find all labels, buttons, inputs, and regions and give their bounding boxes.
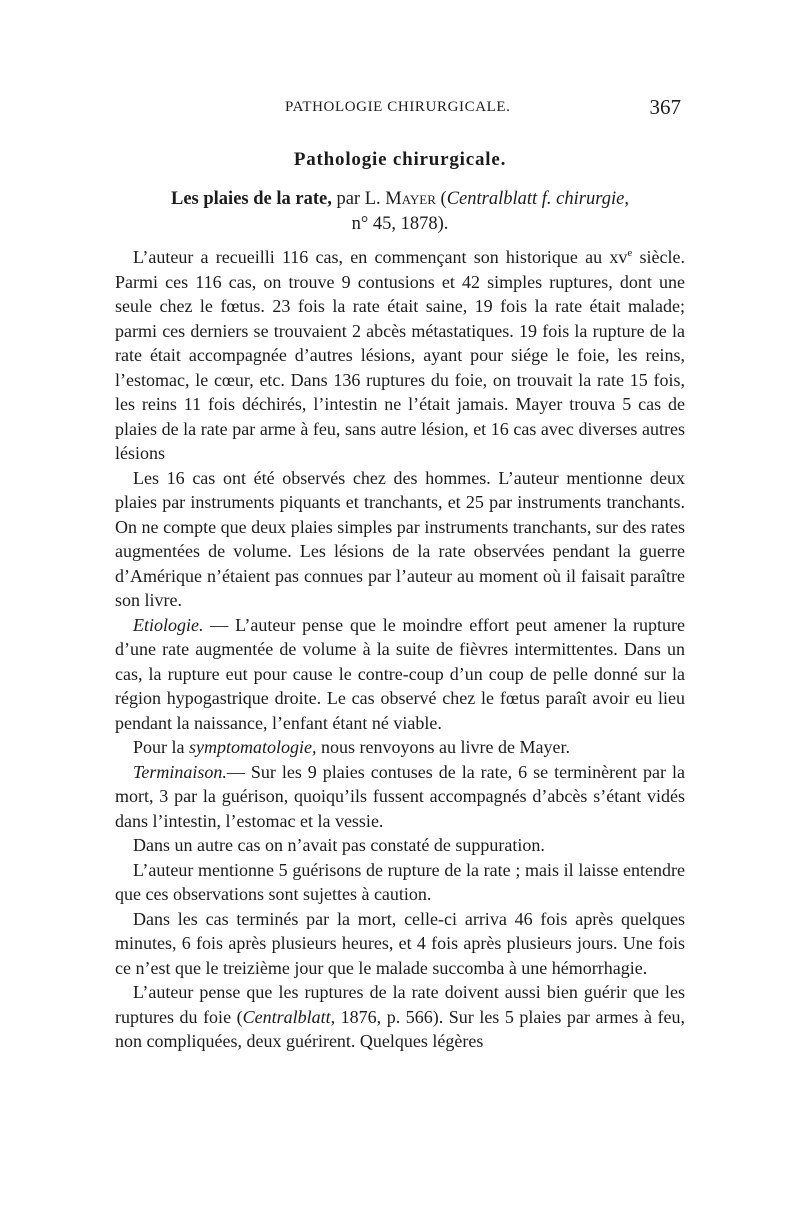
paragraph-text: Pour la xyxy=(133,737,189,757)
paragraph-text: — Sur les 9 plaies contuses de la rate, 6 se terminèrent par la mort, 3 par la guérison, quoiqu’ils fussent accompagnés d’abcès s’étant vidés dans l’intestin, l’estomac et la vessie. xyxy=(115,761,685,831)
paragraph-label: Etiologie. xyxy=(133,614,204,635)
paragraph-symptomatologie xyxy=(115,735,685,760)
book-page xyxy=(115,95,685,1054)
paragraph-etiologie xyxy=(115,613,685,736)
paragraph-historique xyxy=(115,245,685,466)
paragraph-italic: symptomatologie, xyxy=(189,737,317,757)
section-heading: Pathologie chirurgicale. xyxy=(293,149,507,170)
article-title: Les plaies de la rate, xyxy=(171,189,332,209)
paragraph-italic: Centralblatt, xyxy=(242,1006,336,1027)
paragraph-ruptures xyxy=(115,980,685,1054)
paragraph-text: L’auteur pense que les ruptures de la rate doivent aussi bien guérir que les ruptures du foie ( xyxy=(115,982,685,1027)
paragraph-text: L’auteur a recueilli 116 cas, en commençant son historique au xv xyxy=(133,247,628,267)
paragraph-text: siècle. Parmi ces 116 cas, on trouve 9 contusions et 42 simples ruptures, dont une seule chez le fœtus. 23 fois la rate était saine, 19 fois la rate était malade; parmi ces derniers se trouvaient 2 abcès métastatiques. 19 fois la rupture de la rate était accompagnée d’autres lésions, ayant pour siége le foie, les reins, l’estomac, le cœur, etc. Dans 136 ruptures du foie, on trouvait la rate 15 fois, les reins 11 fois déchirés, l’intestin ne l’était jamais. Mayer trouva 5 cas de plaies de la rate par arme à feu, sans autre lésion, et 16 cas avec diverses autres lésions xyxy=(115,247,685,463)
paragraph-text: — L’auteur pense que le moindre effort peut amener la rupture d’une rate augmentée de volume à la suite de fièvres intermittentes. Dans un cas, la rupture eut pour cause le contre-coup d’un coup de pelle donné sur la région hypogastrique droite. Le cas observé chez le fœtus paraît avoir eu lieu pendant la naissance, l’enfant étant né viable. xyxy=(115,614,685,733)
paragraph-terminaison xyxy=(115,760,685,834)
page-number: 367 xyxy=(649,95,681,119)
paragraph-cas: Les 16 cas ont été observés chez des hommes. L’auteur mentionne deux plaies par instruments piquants et tranchants, et 25 par instruments tranchants. On ne compte que deux plaies simples par instruments tranchants, sur des rates augmentées de volume. Les lésions de la rate observées pendant la guerre d’Amérique n’étaient pas connues par l’auteur au moment où il faisait paraître son livre. xyxy=(115,467,685,610)
superscript: e xyxy=(627,247,633,259)
running-title: PATHOLOGIE CHIRURGICALE. xyxy=(285,99,511,115)
running-head xyxy=(115,95,685,125)
article-issue: n° 45, 1878). xyxy=(351,214,449,234)
paragraph-label: Terminaison. xyxy=(133,761,227,782)
paragraph-mort: Dans les cas terminés par la mort, celle-ci arriva 46 fois après quelques minutes, 6 fois après plusieurs heures, et 4 fois après plusieurs jours. Une fois ce n’est que le treizième jour que le malade succomba à une hémorrhagie. xyxy=(115,908,685,978)
article-author: Mayer xyxy=(385,189,436,209)
paragraph-guerisons: L’auteur mentionne 5 guérisons de rupture de la rate ; mais il laisse entendre que ces observations sont sujettes à caution. xyxy=(115,859,685,904)
article-journal: Centralblatt f. chirurgie, xyxy=(446,189,629,209)
article-by: par L. xyxy=(331,189,386,209)
paragraph-text: nous renvoyons au livre de Mayer. xyxy=(316,737,570,757)
article-source-open: ( xyxy=(435,189,447,209)
paragraph-suppuration: Dans un autre cas on n’avait pas constaté de suppuration. xyxy=(133,835,545,855)
paragraph-text: 1876, p. 566). Sur les 5 plaies par armes à feu, non compliquées, deux guérirent. Quelques légères xyxy=(115,1006,685,1051)
article-heading xyxy=(115,187,685,237)
article-body xyxy=(115,245,685,1054)
